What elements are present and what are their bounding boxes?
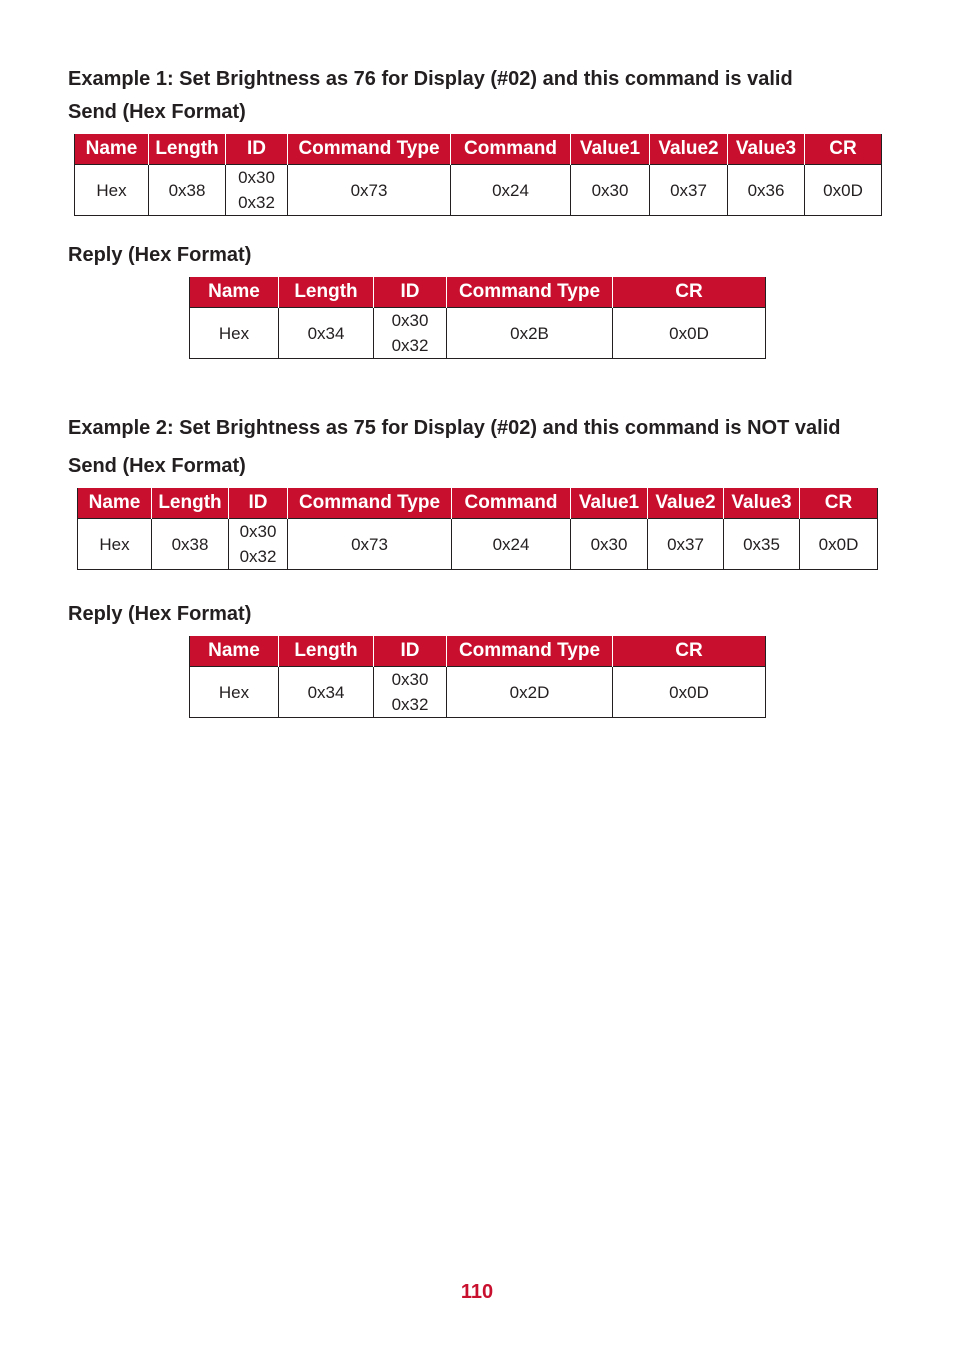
cell-length: 0x34 bbox=[279, 308, 374, 359]
cell-name: Hex bbox=[78, 519, 152, 570]
header-command-type: Command Type bbox=[288, 488, 452, 519]
cell-cr: 0x0D bbox=[805, 165, 882, 216]
cell-id-line1: 0x30 bbox=[391, 670, 429, 689]
table-header-row bbox=[190, 277, 766, 308]
header-value1: Value1 bbox=[571, 488, 648, 519]
header-cr: CR bbox=[805, 134, 882, 165]
header-cr: CR bbox=[613, 636, 766, 667]
header-value3: Value3 bbox=[724, 488, 800, 519]
header-cr: CR bbox=[613, 277, 766, 308]
header-length: Length bbox=[149, 134, 226, 165]
table-row bbox=[190, 308, 766, 359]
cell-id-line2: 0x32 bbox=[238, 193, 275, 212]
cell-id bbox=[374, 308, 447, 359]
cell-command-type: 0x2B bbox=[447, 308, 613, 359]
table-row bbox=[75, 165, 882, 216]
cell-id-line1: 0x30 bbox=[238, 168, 275, 187]
header-command-type: Command Type bbox=[447, 277, 613, 308]
example2-reply-heading: Reply (Hex Format) bbox=[68, 603, 252, 625]
cell-value1: 0x30 bbox=[571, 165, 650, 216]
header-name: Name bbox=[75, 134, 149, 165]
table-header-row bbox=[190, 636, 766, 667]
cell-value3: 0x35 bbox=[724, 519, 800, 570]
cell-cr: 0x0D bbox=[613, 667, 766, 718]
cell-value2: 0x37 bbox=[648, 519, 724, 570]
header-value1: Value1 bbox=[571, 134, 650, 165]
cell-value1: 0x30 bbox=[571, 519, 648, 570]
cell-cr: 0x0D bbox=[800, 519, 878, 570]
header-command: Command bbox=[452, 488, 571, 519]
example2-send-table bbox=[77, 488, 878, 570]
example2-send-heading: Send (Hex Format) bbox=[68, 455, 246, 477]
cell-command: 0x24 bbox=[451, 165, 571, 216]
table-row bbox=[78, 519, 878, 570]
header-value2: Value2 bbox=[648, 488, 724, 519]
cell-length: 0x38 bbox=[152, 519, 229, 570]
header-id: ID bbox=[374, 277, 447, 308]
cell-id-line1: 0x30 bbox=[391, 311, 429, 330]
cell-length: 0x38 bbox=[149, 165, 226, 216]
example1-send-heading: Send (Hex Format) bbox=[68, 101, 246, 123]
cell-value3: 0x36 bbox=[728, 165, 805, 216]
cell-id bbox=[229, 519, 288, 570]
example2-title: Example 2: Set Brightness as 75 for Display (#02) and this command is NOT valid bbox=[68, 417, 841, 439]
cell-id-line2: 0x32 bbox=[391, 336, 429, 355]
table-header-row bbox=[78, 488, 878, 519]
cell-command-type: 0x73 bbox=[288, 519, 452, 570]
example1-send-table bbox=[74, 134, 882, 216]
header-id: ID bbox=[229, 488, 288, 519]
cell-id-line1: 0x30 bbox=[239, 522, 277, 541]
example1-reply-heading: Reply (Hex Format) bbox=[68, 244, 252, 266]
cell-id-line2: 0x32 bbox=[239, 547, 277, 566]
cell-id-line2: 0x32 bbox=[391, 695, 429, 714]
header-name: Name bbox=[78, 488, 152, 519]
cell-command-type: 0x73 bbox=[288, 165, 451, 216]
cell-value2: 0x37 bbox=[650, 165, 728, 216]
example1-reply-table bbox=[189, 277, 766, 359]
header-value2: Value2 bbox=[650, 134, 728, 165]
cell-name: Hex bbox=[75, 165, 149, 216]
header-value3: Value3 bbox=[728, 134, 805, 165]
cell-id bbox=[374, 667, 447, 718]
cell-cr: 0x0D bbox=[613, 308, 766, 359]
header-command-type: Command Type bbox=[288, 134, 451, 165]
cell-name: Hex bbox=[190, 308, 279, 359]
cell-command: 0x24 bbox=[452, 519, 571, 570]
header-length: Length bbox=[152, 488, 229, 519]
cell-length: 0x34 bbox=[279, 667, 374, 718]
example2-reply-table bbox=[189, 636, 766, 718]
header-length: Length bbox=[279, 277, 374, 308]
header-cr: CR bbox=[800, 488, 878, 519]
header-name: Name bbox=[190, 277, 279, 308]
header-name: Name bbox=[190, 636, 279, 667]
page-number: 110 bbox=[460, 1281, 494, 1303]
header-id: ID bbox=[226, 134, 288, 165]
header-command-type: Command Type bbox=[447, 636, 613, 667]
header-length: Length bbox=[279, 636, 374, 667]
table-header-row bbox=[75, 134, 882, 165]
header-id: ID bbox=[374, 636, 447, 667]
example1-title: Example 1: Set Brightness as 76 for Display (#02) and this command is valid bbox=[68, 68, 793, 90]
header-command: Command bbox=[451, 134, 571, 165]
cell-command-type: 0x2D bbox=[447, 667, 613, 718]
cell-name: Hex bbox=[190, 667, 279, 718]
table-row bbox=[190, 667, 766, 718]
cell-id bbox=[226, 165, 288, 216]
